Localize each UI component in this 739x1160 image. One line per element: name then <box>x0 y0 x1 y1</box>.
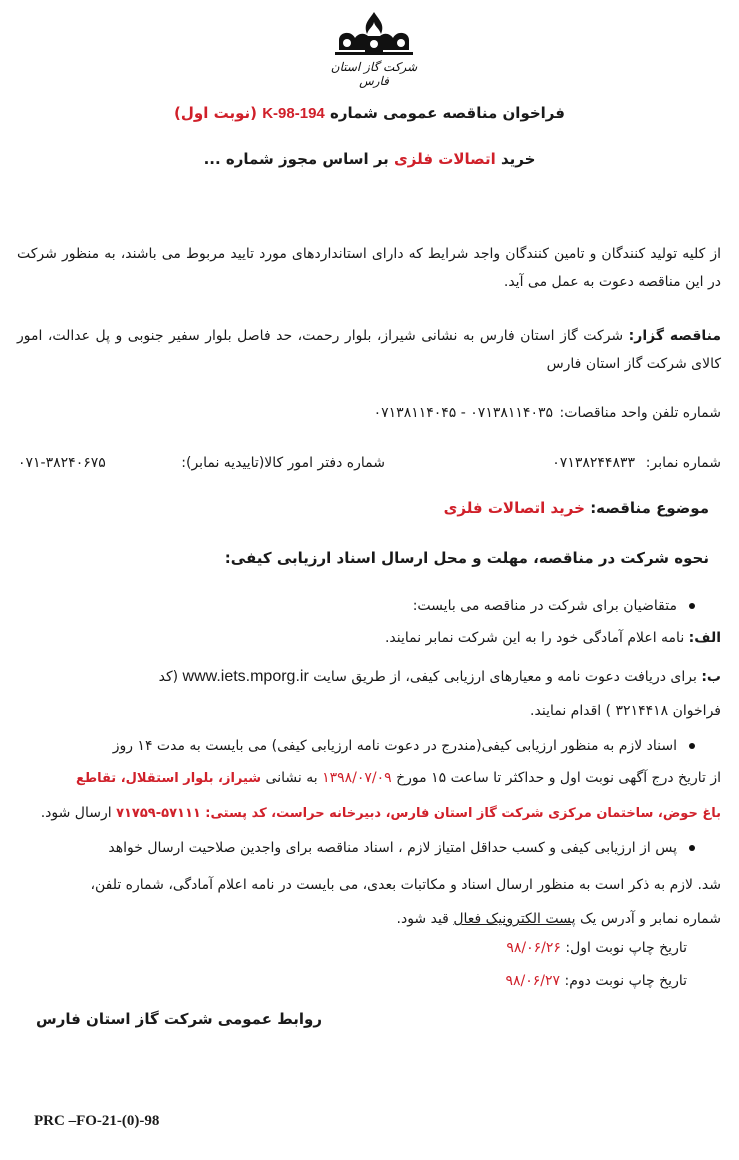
bullet-dot <box>689 603 695 609</box>
deadline-date: ۱۳۹۸/۰۷/۰۹ <box>322 770 392 786</box>
first-print-label: تاریخ چاپ نوبت اول: <box>565 940 687 956</box>
tender-site-link[interactable]: www.iets.mporg.ir <box>182 668 309 685</box>
office-fax-value: ۰۷۱-۳۸۲۴۰۶۷۵ <box>18 455 106 471</box>
subject-label: موضوع مناقصه: <box>590 499 709 517</box>
bullet-3-line-1 <box>18 835 721 861</box>
bullet-dot <box>689 845 695 851</box>
postal-code: ۵۷۱۱۱-۷۱۷۵۹ <box>116 806 201 821</box>
bullet-dot <box>689 743 695 749</box>
bullet-3-text-1: پس از ارزیابی کیفی و کسب حداقل امتیاز لازم ، اسناد مناقصه برای واجدین صلاحیت ارسال خواهد <box>108 840 677 856</box>
alef-text: نامه اعلام آمادگی خود را به این شرکت نمابر نمایند. <box>384 630 685 646</box>
first-print-date <box>18 935 687 961</box>
bullet-2-text-2b: به نشانی <box>265 770 318 786</box>
announcement-subtitle <box>0 150 739 168</box>
bullet-2-text-3: ارسال شود. <box>40 805 112 821</box>
tender-number: K-98-194 <box>262 105 325 122</box>
tender-party-paragraph <box>17 322 721 378</box>
gas-flame-emblem-icon <box>315 10 433 62</box>
bullet-2-line-3 <box>18 800 721 826</box>
bullet-3-text-3a: شماره نمابر و آدرس یک <box>579 911 721 927</box>
tender-round: (نوبت اول) <box>174 104 257 122</box>
be-label: ب: <box>701 669 721 685</box>
participation-heading: نحوه شرکت در مناقصه، مهلت و محل ارسال اسناد ارزیابی کیفی: <box>224 549 709 567</box>
fax-row <box>18 450 721 476</box>
fax-value: ۰۷۱۳۸۲۴۴۸۳۳ <box>552 455 635 471</box>
be-text-2: (کد <box>158 669 179 685</box>
document-code: PRC –FO-21-(0)-98 <box>34 1113 160 1129</box>
subtitle-subject: اتصالات فلزی <box>394 150 496 168</box>
be-text-3: فراخوان ۳۲۱۴۴۱۸ ) اقدام نمایند. <box>530 703 721 719</box>
be-text-1: برای دریافت دعوت نامه و معیارهای ارزیابی کیفی، از طریق سایت <box>313 669 697 685</box>
item-alef <box>18 625 721 651</box>
email-requirement: پست الکترونیک فعال <box>453 911 576 927</box>
tender-party-text: شرکت گاز استان فارس به نشانی شیراز، بلوار رحمت، حد فاصل بلوار سفیر جنوبی و پل عدالت، امور کالای شرکت گاز استان فارس <box>17 328 721 372</box>
subject-value: خرید اتصالات فلزی <box>443 499 585 517</box>
address-part-1: شیراز، بلوار استقلال، تقاطع <box>75 771 262 786</box>
bullet-3-text-2: شد. لازم به ذکر است به منظور ارسال اسناد و مکاتبات بعدی، می بایست در نامه اعلام آمادگی، شماره تلفن، <box>90 877 721 893</box>
alef-label: الف: <box>688 630 721 646</box>
bullet-3-line-3 <box>18 906 721 932</box>
logo-text: شرکت گاز استان فارس <box>330 60 418 88</box>
bullet-2-text-1: اسناد لازم به منظور ارزیابی کیفی(مندرج در دعوت نامه ارزیابی کیفی) می بایست به مدت ۱۴ روز <box>112 738 677 754</box>
bullet-3-text-3b: قید شود. <box>396 911 449 927</box>
fax-label: شماره نمابر: <box>645 455 721 471</box>
subtitle-prefix: خرید <box>500 150 536 168</box>
address-part-2: باغ حوض، ساختمان مرکزی شرکت گاز استان فارس، دبیرخانه حراست، کد پستی: <box>205 806 721 821</box>
subtitle-suffix: بر اساس مجوز شماره ... <box>203 150 389 168</box>
item-be-cont <box>18 698 721 724</box>
bullet-1-text: متقاضیان برای شرکت در مناقصه می بایست: <box>412 598 677 614</box>
bullet-2-line-2 <box>18 765 721 791</box>
company-logo <box>315 10 433 88</box>
first-print-value: ۹۸/۰۶/۲۶ <box>506 940 561 956</box>
subject-line <box>444 495 709 521</box>
second-print-date <box>18 968 687 994</box>
bullet-2-text-2a: از تاریخ درج آگهی نوبت اول و حداکثر تا ساعت ۱۵ مورخ <box>396 770 721 786</box>
bullet-3-line-2 <box>18 872 721 898</box>
announcement-title <box>0 104 739 122</box>
office-fax-label: شماره دفتر امور کالا(تاییدیه نمابر): <box>181 455 385 471</box>
bullet-2-line-1 <box>18 733 721 759</box>
tender-party-label: مناقصه گزار: <box>628 328 722 344</box>
phones-row <box>18 400 721 426</box>
second-print-value: ۹۸/۰۶/۲۷ <box>505 973 561 989</box>
bullet-1 <box>18 593 695 619</box>
intro-paragraph: از کلیه تولید کنندگان و تامین کنندگان واجد شرایط که دارای استانداردهای مورد تایید مربوط می باشند، به منظور شرکت در این مناقصه دعوت به عمل می آید. <box>17 246 721 290</box>
signature: روابط عمومی شرکت گاز استان فارس <box>36 1010 322 1028</box>
title-prefix: فراخوان مناقصه عمومی شماره <box>330 104 565 122</box>
phones-value: ۰۷۱۳۸۱۱۴۰۳۵ - ۰۷۱۳۸۱۱۴۰۴۵ <box>373 405 553 421</box>
second-print-label: تاریخ چاپ نوبت دوم: <box>564 973 687 989</box>
phones-label: شماره تلفن واحد مناقصات: <box>559 405 721 421</box>
item-be <box>18 664 721 690</box>
